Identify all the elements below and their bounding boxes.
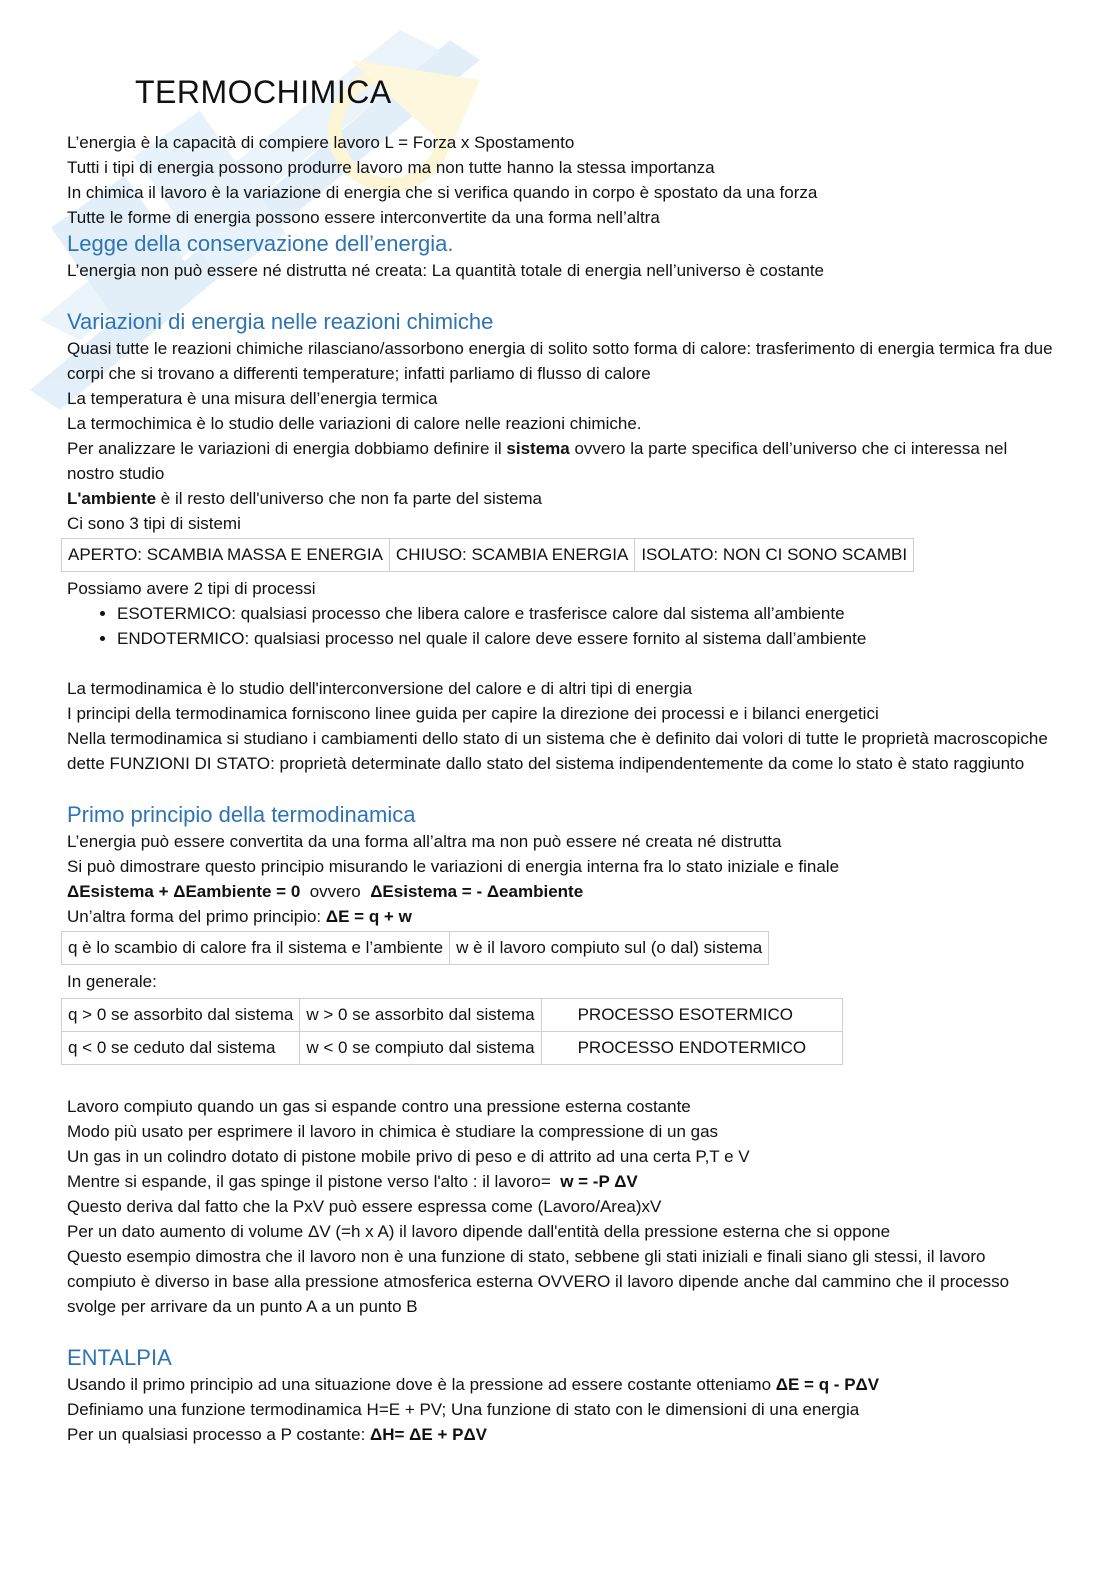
enthalpy-p2: Definiamo una funzione termodinamica H=E + PV; Una funzione di stato con le dimensioni di una energia xyxy=(67,1400,860,1419)
variations-p1: Quasi tutte le reazioni chimiche rilasciano/assorbono energia di solito sotto forma di calore: trasferimento di energia termica fra due corpi che si trovano a differenti temperature; infatti parliamo di flusso di calore xyxy=(67,339,1053,383)
table-cell: PROCESSO ENDOTERMICO xyxy=(541,1032,843,1065)
first-law-equation: ΔEsistema + ΔEambiente = 0 ovvero ΔEsistema = - Δeambiente xyxy=(67,882,584,901)
work-p5: Questo deriva dal fatto che la PxV può essere espressa come (Lavoro/Area)xV xyxy=(67,1197,662,1216)
work-p1: Lavoro compiuto quando un gas si espande contro una pressione esterna costante xyxy=(67,1097,691,1116)
intro-line: In chimica il lavoro è la variazione di energia che si verifica quando in corpo è spostato da una forza xyxy=(67,183,818,202)
variations-p7: Possiamo avere 2 tipi di processi xyxy=(67,579,316,598)
heading-first-law: Primo principio della termodinamica xyxy=(67,802,416,827)
table-cell: q è lo scambio di calore fra il sistema e l’ambiente xyxy=(62,932,450,965)
first-law-p4: In generale: xyxy=(67,972,157,991)
table-row xyxy=(62,539,914,572)
variations-p4: Per analizzare le variazioni di energia dobbiamo definire il sistema ovvero la parte specifica dell’universo che ci interessa nel nostro studio xyxy=(67,439,1008,483)
first-law-p2: Si può dimostrare questo principio misurando le variazioni di energia interna fra lo stato iniziale e finale xyxy=(67,857,840,876)
term-sistema: sistema xyxy=(506,439,570,458)
signs-table xyxy=(61,998,843,1065)
table-row xyxy=(62,999,843,1032)
list-item: • ESOTERMICO: qualsiasi processo che libera calore e trasferisce calore dal sistema all’ambiente xyxy=(117,601,1057,626)
work-p3: Un gas in un colindro dotato di pistone mobile privo di peso e di attrito ad una certa P,T e V xyxy=(67,1147,750,1166)
variations-p10: Nella termodinamica si studiano i cambiamenti dello stato di un sistema che è definito dai volori di tutte le proprietà macroscopiche dette FUNZIONI DI STATO: proprietà determinate dallo stato del sistema indipendentemente da come lo stato è stato raggiunto xyxy=(67,729,1048,773)
work-p6: Per un dato aumento di volume ΔV (=h x A) il lavoro dipende dall'entità della pressione esterna che si oppone xyxy=(67,1222,891,1241)
term-ambiente: L'ambiente xyxy=(67,489,157,508)
variations-p6: Ci sono 3 tipi di sistemi xyxy=(67,514,241,533)
table-cell: PROCESSO ESOTERMICO xyxy=(541,999,843,1032)
variations-p5: L'ambiente è il resto dell'universo che non fa parte del sistema xyxy=(67,489,543,508)
table-cell: w > 0 se assorbito dal sistema xyxy=(300,999,541,1032)
table-cell: q < 0 se ceduto dal sistema xyxy=(62,1032,300,1065)
intro-line: L’energia è la capacità di compiere lavoro L = Forza x Spostamento xyxy=(67,133,575,152)
work-p2: Modo più usato per esprimere il lavoro in chimica è studiare la compressione di un gas xyxy=(67,1122,719,1141)
work-p4: Mentre si espande, il gas spinge il pistone verso l'alto : il lavoro= w = -P ΔV xyxy=(67,1172,638,1191)
variations-p3: La termochimica è lo studio delle variazioni di calore nelle reazioni chimiche. xyxy=(67,414,642,433)
table-cell: CHIUSO: SCAMBIA ENERGIA xyxy=(389,539,634,572)
variations-p9: I principi della termodinamica forniscono linee guida per capire la direzione dei processi e i bilanci energetici xyxy=(67,704,879,723)
table-row xyxy=(62,932,769,965)
table-cell: w < 0 se compiuto dal sistema xyxy=(300,1032,541,1065)
systems-table xyxy=(61,538,914,572)
table-cell: w è il lavoro compiuto sul (o dal) sistema xyxy=(450,932,769,965)
enthalpy-p3: Per un qualsiasi processo a P costante: ΔH= ΔE + PΔV xyxy=(67,1425,488,1444)
work-p7: Questo esempio dimostra che il lavoro non è una funzione di stato, sebbene gli stati iniziali e finali siano gli stessi, il lavoro compiuto è diverso in base alla pressione atmosferica esterna OVVERO il lavoro dipende anche dal cammino che il processo svolge per arrivare da un punto A a un punto B xyxy=(67,1247,1010,1316)
first-law-p3: Un’altra forma del primo principio: ΔE = q + w xyxy=(67,907,412,926)
first-law-p1: L’energia può essere convertita da una forma all’altra ma non può essere né creata né distrutta xyxy=(67,832,782,851)
table-cell: APERTO: SCAMBIA MASSA E ENERGIA xyxy=(62,539,390,572)
intro-line: Tutte le forme di energia possono essere interconvertite da una forma nell’altra xyxy=(67,208,660,227)
definitions-table xyxy=(61,931,769,965)
list-item: • ENDOTERMICO: qualsiasi processo nel quale il calore deve essere fornito al sistema dall’ambiente xyxy=(117,626,1057,651)
document-page xyxy=(67,70,1057,1447)
variations-p8: La termodinamica è lo studio dell'interconversione del calore e di altri tipi di energia xyxy=(67,679,693,698)
intro-line: Tutti i tipi di energia possono produrre lavoro ma non tutte hanno la stessa importanza xyxy=(67,158,715,177)
variations-p2: La temperatura è una misura dell’energia termica xyxy=(67,389,438,408)
page-title: TERMOCHIMICA xyxy=(135,74,392,110)
table-cell: q > 0 se assorbito dal sistema xyxy=(62,999,300,1032)
process-list xyxy=(67,601,1057,651)
heading-variations: Variazioni di energia nelle reazioni chimiche xyxy=(67,309,494,334)
enthalpy-p1: Usando il primo principio ad una situazione dove è la pressione ad essere costante otteniamo ΔE = q - PΔV xyxy=(67,1375,880,1394)
heading-conservation: Legge della conservazione dell’energia. xyxy=(67,231,454,256)
table-cell: ISOLATO: NON CI SONO SCAMBI xyxy=(635,539,914,572)
table-row xyxy=(62,1032,843,1065)
heading-enthalpy: ENTALPIA xyxy=(67,1345,172,1370)
conservation-text: L’energia non può essere né distrutta né creata: La quantità totale di energia nell’universo è costante xyxy=(67,261,825,280)
